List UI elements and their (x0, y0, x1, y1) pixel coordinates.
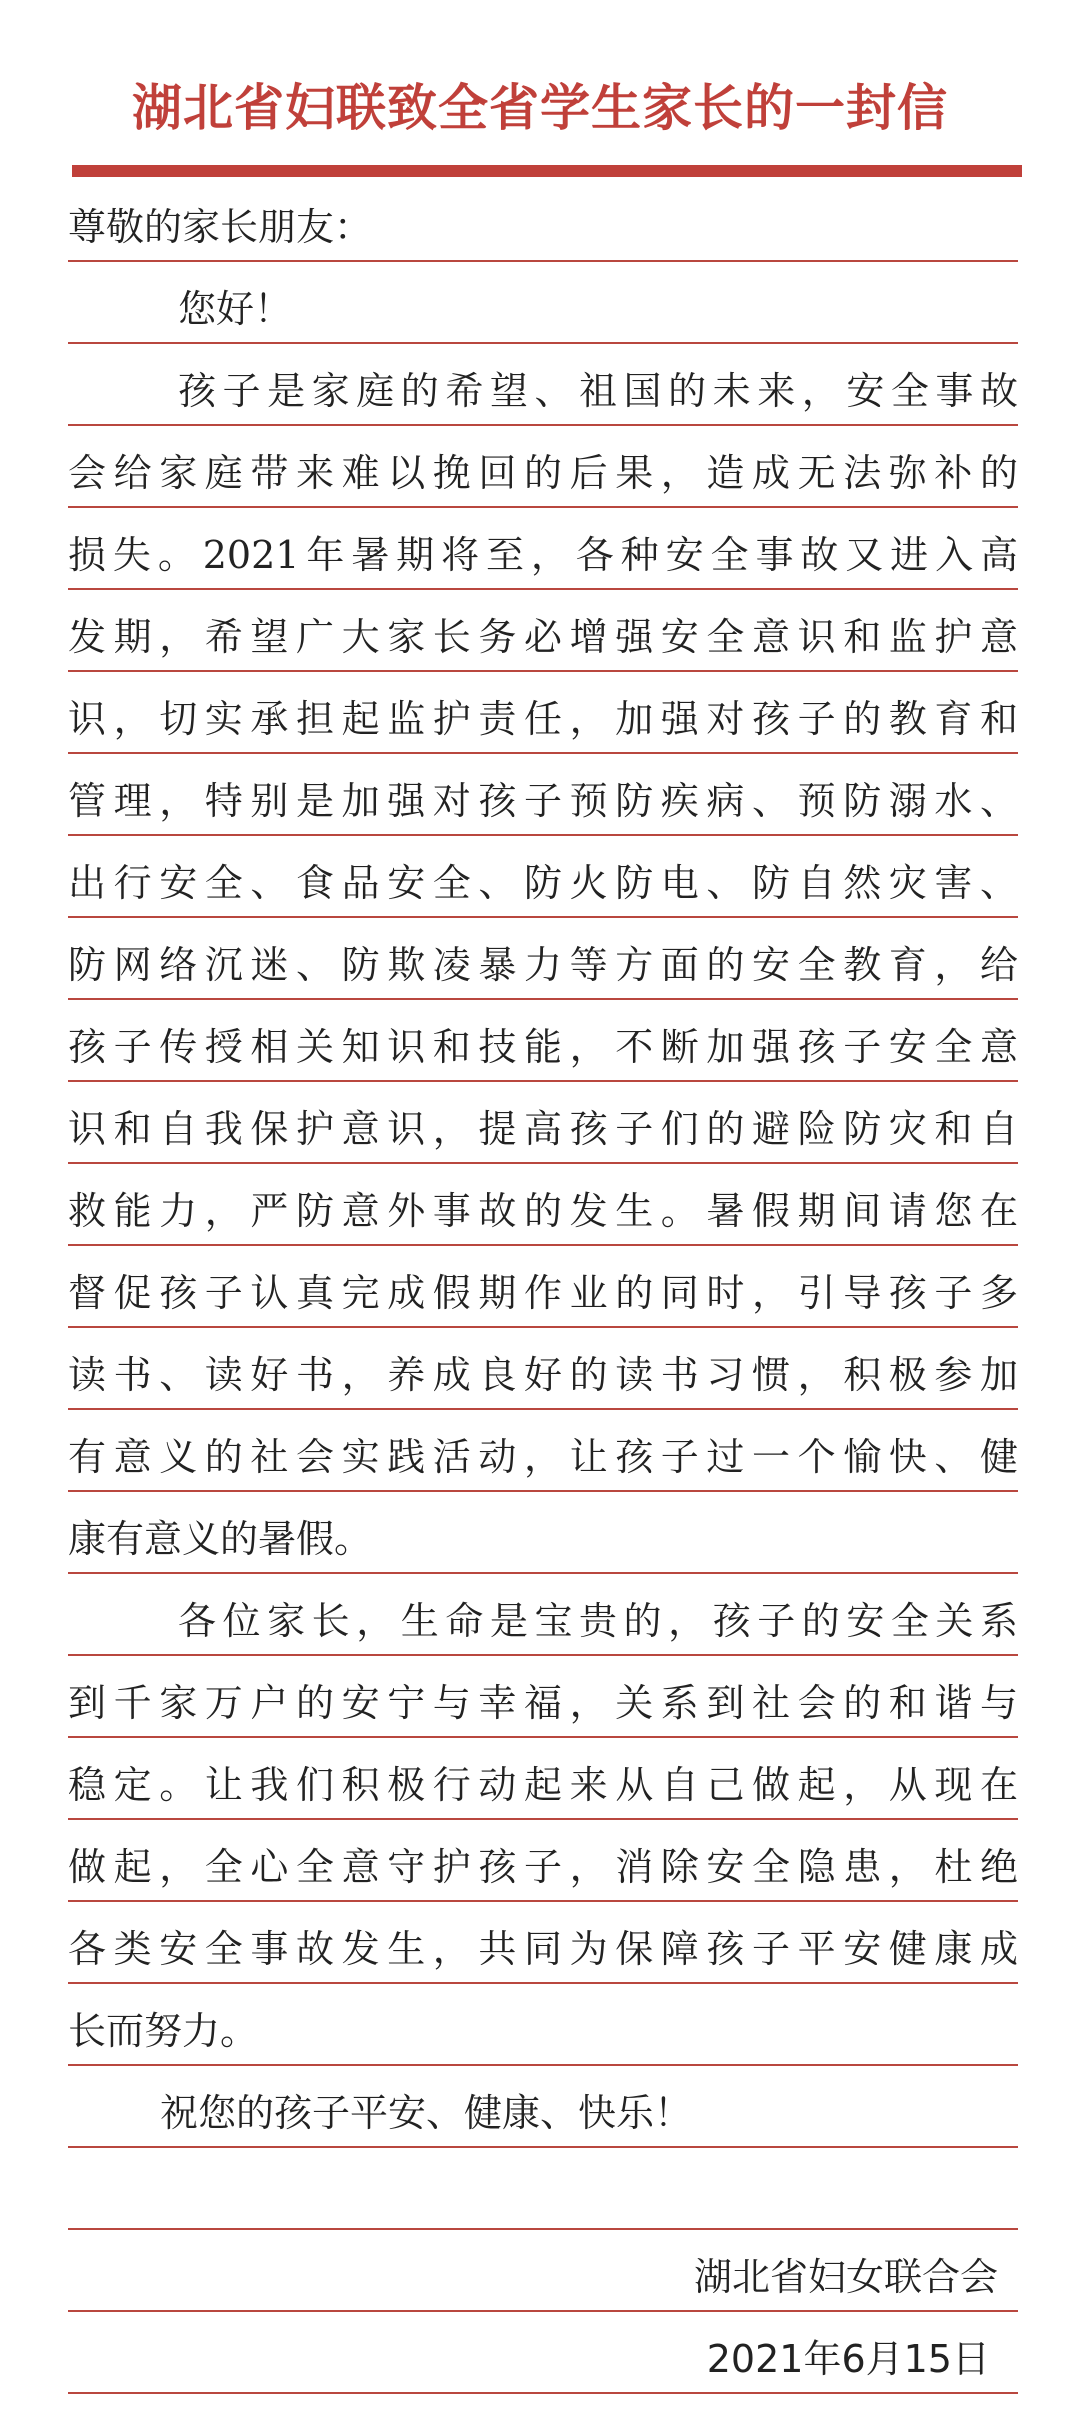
paragraph1-line: 识和自我保护意识，提高孩子们的避险防灾和自 (68, 1082, 1018, 1164)
paragraph1-line: 有意义的社会实践活动，让孩子过一个愉快、健 (68, 1410, 1018, 1492)
paragraph1-line: 损失。2021年暑期将至，各种安全事故又进入高 (68, 508, 1018, 590)
greeting-line: 尊敬的家长朋友： (68, 180, 1018, 262)
title-divider (72, 165, 1022, 177)
paragraph1-line: 孩子传授相关知识和技能，不断加强孩子安全意 (68, 1000, 1018, 1082)
blank-line (68, 2148, 1018, 2230)
paragraph1-line: 会给家庭带来难以挽回的后果，造成无法弥补的 (68, 426, 1018, 508)
paragraph1-line: 防网络沉迷、防欺凌暴力等方面的安全教育，给 (68, 918, 1018, 1000)
date-line: 2021年6月15日 (68, 2312, 1018, 2394)
paragraph2-line: 长而努力。 (68, 1984, 1018, 2066)
paragraph1-line: 救能力，严防意外事故的发生。暑假期间请您在 (68, 1164, 1018, 1246)
paragraph1-line: 识，切实承担起监护责任，加强对孩子的教育和 (68, 672, 1018, 754)
letter-body (68, 180, 1018, 2394)
paragraph1-line: 出行安全、食品安全、防火防电、防自然灾害、 (68, 836, 1018, 918)
letter-title: 湖北省妇联致全省学生家长的一封信 (132, 79, 948, 137)
paragraph1-line: 孩子是家庭的希望、祖国的未来，安全事故 (68, 344, 1018, 426)
paragraph2-line: 稳定。让我们积极行动起来从自己做起，从现在 (68, 1738, 1018, 1820)
paragraph1-line: 发期，希望广大家长务必增强安全意识和监护意 (68, 590, 1018, 672)
hello-line: 您好！ (68, 262, 1018, 344)
paragraph1-line: 读书、读好书，养成良好的读书习惯，积极参加 (68, 1328, 1018, 1410)
paragraph1-line: 康有意义的暑假。 (68, 1492, 1018, 1574)
paragraph2-line: 各位家长，生命是宝贵的，孩子的安全关系 (68, 1574, 1018, 1656)
signature-line: 湖北省妇女联合会 (68, 2230, 1018, 2312)
paragraph1-line: 管理，特别是加强对孩子预防疾病、预防溺水、 (68, 754, 1018, 836)
paragraph1-line: 督促孩子认真完成假期作业的同时，引导孩子多 (68, 1246, 1018, 1328)
paragraph2-line: 做起，全心全意守护孩子，消除安全隐患，杜绝 (68, 1820, 1018, 1902)
paragraph2-line: 各类安全事故发生，共同为保障孩子平安健康成 (68, 1902, 1018, 1984)
paragraph2-line: 到千家万户的安宁与幸福，关系到社会的和谐与 (68, 1656, 1018, 1738)
closing-line: 祝您的孩子平安、健康、快乐！ (68, 2066, 1018, 2148)
